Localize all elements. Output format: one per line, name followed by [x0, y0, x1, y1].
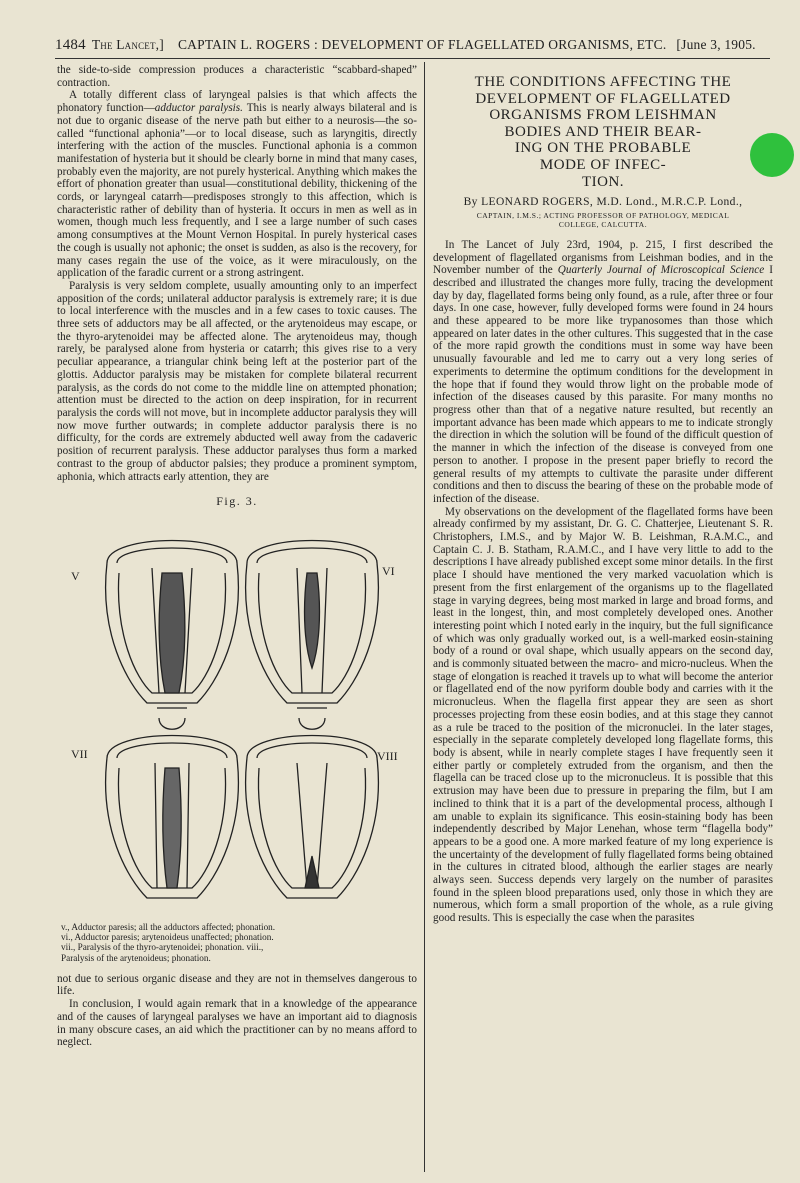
emphasis-adductor-paralysis: adductor paralysis.	[154, 102, 243, 115]
label-vii: VII	[71, 746, 88, 761]
journal-name: The Lancet,]	[91, 37, 164, 52]
author-affiliation: CAPTAIN, I.M.S.; ACTING PROFESSOR OF PATHOLOGY, MEDICAL COLLEGE, CALCUTTA.	[476, 210, 730, 229]
running-header	[55, 35, 770, 55]
column-divider	[424, 62, 425, 1172]
larynx-figure	[57, 518, 417, 918]
green-marker-dot	[750, 133, 794, 177]
right-column	[433, 64, 773, 925]
journal-citation: Quarterly Journal of Microscopical Science	[557, 264, 765, 277]
running-title: CAPTAIN L. ROGERS : DEVELOPMENT OF FLAGELLATED ORGANISMS, ETC.	[177, 37, 667, 52]
larynx-panel-vii	[106, 735, 239, 898]
right-paragraph-2: My observations on the development of the flagellated forms have been already confirmed by my assistant, Dr. G. C. Chatterjee, Lieutenant S. R. Christophers, I.M.S., and by Major W. B. Leishman, R.A.M.C., and Captain C. J. B. Statham, R.A.M.C., and I have very little to add to the descriptions I have already published except some minor details. In the first place I should have mentioned the very marked vacuolation which is present from the first enlargement of the organisms up to the flagellated stage in varying degrees, being most marked in large and broad forms, and least in the longest, thin, and most completely developed ones. Another interesting point which I noted early in the inquiry, but the full significance of which was only gradually worked out, is a well-marked eosin-staining body of a round or oval shape, which usually appears on the second day, and is commonly situated between the macro- and micro-nucleus. When the stage of elongation is reached it travels up to what will become the anterior or flagellated end of the now pyriform double body and carries with it the micronucleus. When the flagella first appear they are seen as short processes projecting from these eosin bodies, and at this stage they cannot as a rule be traced to the position of the micronuclei. In the later stages, especially in the separate completely developed long flagellate forms, this body is absent, while in nearly complete stages I have frequently seen it either partly or completely extruded from the organism, and then the flagella can be traced close up to the micronucleus. It is possible that this extrusion may have been due to pressure in preparing the film, but I am inclined to think that it is a part of the developmental process, although I am unable to explain its significance. This eosin-staining body has been independently described by Major Lenehan, whose term “flagella body” appears to be a good one. A more marked feature of my long experience is the uncertainty of the development of fully flagellated forms being obtained in the cultures in citrated blood, although the earlier stages are nearly always seen. Success depends very largely on the number of parasites found in the spleen blood preparations used, only those in which they are numerous, which form a small proportion of the whole, as a rule giving good results. This is especially the case when the parasites	[433, 505, 773, 925]
figure-legend: v., Adductor paresis; all the adductors affected; phonation. vi., Adductor paresis; arytenoideus unaffected; phonation. vii., Paralysis of the thyro-arytenoidei; phonation. viii., Paralysis of the arytenoideus; phonation.	[61, 921, 276, 963]
larynx-panel-vi	[246, 540, 379, 729]
larynx-panel-viii	[246, 735, 379, 898]
left-paragraph-1: the side-to-side compression produces a characteristic “scabbard-shaped” contraction.	[57, 64, 417, 89]
left-paragraph-5: In conclusion, I would again remark that in a knowledge of the appearance and of the causes of laryngeal paralyses we have an important aid to diagnosis in many obscure cases, an aid which the practitioner can by no means afford to neglect.	[57, 998, 417, 1049]
article-title: THE CONDITIONS AFFECTING THE DEVELOPMENT OF FLAGELLATED ORGANISMS FROM LEISHMAN BODIES AND THEIR BEAR- ING ON THE PROBABLE MODE OF INFEC- TION.	[474, 74, 732, 190]
larynx-panel-v	[106, 540, 239, 729]
left-paragraph-3: Paralysis is very seldom complete, usually amounting only to an imperfect apposition of the cords; unilateral adductor paralysis is extremely rare; it is due to local interference with the muscles and in a few cases to toxic causes. The three sets of adductors may be all affected, or the arytenoideus may escape, or the thyro-arytenoidei may be affected alone. The arytenoideus may, though rarely, be paralysed alone from hysteria or catarrh; this gives rise to a very peculiar appearance, a triangular chink being left at the posterior part of the glottis. Adductor paralysis may be mistaken for complete bilateral recurrent paralysis, as the cords do not come to the middle line on attempted phonation; attention must be directed to the action on deep inspiration, for in recurrent paralysis the cords will not move, but in incomplete adductor paralysis they will now move further outwards; in complete adductor paralysis there is no difficulty, for the cords are extremely abducted well away from the cadaveric position of recurrent paralysis. These adductor paralyses thus form a marked contrast to the group of abductor palsies; they produce a prominent symptom, aphonia, which attracts early attention, they are	[57, 279, 417, 483]
label-viii: VIII	[377, 748, 398, 763]
right-paragraph-1: In The Lancet of July 23rd, 1904, p. 215, I first described the development of flagellated organisms from Leishman bodies, and in the November number of the Quarterly Journal of Microscopical Science I described and illustrated the changes more fully, tracing the development day by day, flagellated forms being only found, as a rule, after three or four days. In one case, however, fully developed forms were found in 24 hours and these appeared to be more like trypanosomes than those which appeared on later dates in the other cultures. This suggested that in the case of the more rapid growth the conditions must in some way have been unusually favourable and led me to carry out a very long series of experiments to determine the optimum conditions for the development in the hope that if found they would throw light on the probable mode of infection of the diseases caused by this parasite. For many months no progress other than that of a negative nature resulted, but recently an important advance has been made which appears to me to indicate strongly the direction in which the solution will be found of the difficult question of the manner in which the infection of the disease is conveyed from one person to another. I propose in the present paper briefly to record the general results of my attempts to cultivate the parasite under different conditions and then to discuss the bearing of these on the probable mode of infection of the disease.	[433, 238, 773, 505]
page-number: 1484	[55, 36, 86, 53]
label-vi: VI	[382, 563, 395, 578]
left-column	[57, 64, 417, 1049]
header-rule	[55, 58, 770, 59]
issue-date: [June 3, 1905.	[676, 37, 756, 52]
left-paragraph-4: not due to serious organic disease and they are not in themselves dangerous to life.	[57, 972, 417, 998]
author-byline: By LEONARD ROGERS, M.D. Lond., M.R.C.P. Lond.,	[463, 196, 743, 209]
larynx-illustration	[57, 518, 417, 918]
figure-caption: Fig. 3.	[216, 494, 258, 509]
left-paragraph-2: A totally different class of laryngeal palsies is that which affects the phonatory function—adductor paralysis. This is nearly always bilateral and is not due to organic disease of the nerve path but either to a neurosis—the so-called “functional aphonia”—or to local disease, such as laryngitis, directly interfering with the action of the muscles. Functional aphonia is a common manifestation of hysteria but it should be clearly borne in mind that many cases, probably even the majority, are not purely hysterical. Anything which makes the effort of phonation greater than usual—constitutional debility, thickening of the cords, or laryngeal catarrh—predisposes strongly to this affection, which is characteristic rather of debility than of hysteria. It occurs in men as well as in women, though much less frequently, and I see a large number of such cases among consumptives at the Mount Vernon Hospital. In purely hysterical cases the cough is usually not aphonic; the onset is sudden, as also is the recovery, for many cases regain the use of the voice, as it were miraculously, on the application of the faradic current or a strong astringent.	[57, 89, 417, 280]
label-v: V	[71, 568, 80, 583]
